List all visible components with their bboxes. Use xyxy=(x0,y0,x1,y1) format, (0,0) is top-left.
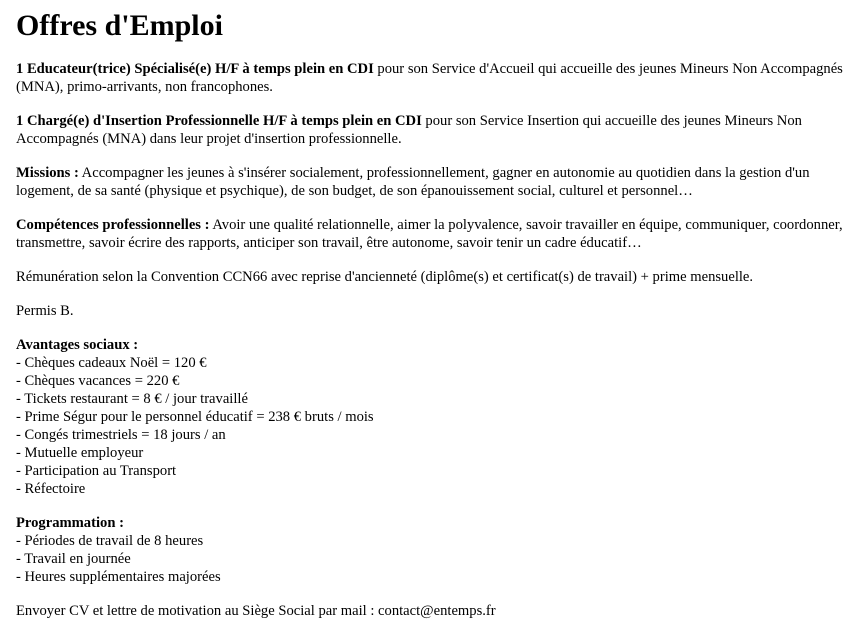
offer-educateur-title: 1 Educateur(trice) Spécialisé(e) H/F à temps plein en CDI xyxy=(16,61,374,77)
avantages-label: Avantages sociaux : xyxy=(16,337,139,353)
programmation-section xyxy=(16,514,847,586)
missions-paragraph xyxy=(16,164,847,200)
list-item: - Travail en journée xyxy=(16,551,131,567)
offer-educateur-text: pour son Service d'Accueil qui accueille des jeunes Mineurs Non Accompagnés (MNA), primo-arrivants, non francophones. xyxy=(16,61,843,95)
offer-educateur xyxy=(16,60,847,96)
list-item: - Tickets restaurant = 8 € / jour travaillé xyxy=(16,391,248,407)
offer-charge-insertion xyxy=(16,112,847,148)
missions-label: Missions : xyxy=(16,165,79,181)
list-item: - Périodes de travail de 8 heures xyxy=(16,533,204,549)
list-item: - Prime Ségur pour le personnel éducatif = 238 € bruts / mois xyxy=(16,409,374,425)
list-item: - Participation au Transport xyxy=(16,463,177,479)
list-item: - Heures supplémentaires majorées xyxy=(16,569,221,585)
competences-text: Avoir une qualité relationnelle, aimer la polyvalence, savoir travailler en équipe, communiquer, coordonner, transmettre, savoir écrire des rapports, anticiper son travail, être autonome, savoir tenir un cadre éducatif… xyxy=(16,217,843,251)
competences-label: Compétences professionnelles : xyxy=(16,217,210,233)
remuneration-paragraph: Rémunération selon la Convention CCN66 avec reprise d'ancienneté (diplôme(s) et certificat(s) de travail) + prime mensuelle. xyxy=(16,269,754,285)
contact-paragraph: Envoyer CV et lettre de motivation au Siège Social par mail : contact@entemps.fr xyxy=(16,603,496,619)
offer-charge-insertion-text: pour son Service Insertion qui accueille des jeunes Mineurs Non Accompagnés (MNA) dans leur projet d'insertion professionnelle. xyxy=(16,113,802,147)
list-item: - Congés trimestriels = 18 jours / an xyxy=(16,427,226,443)
programmation-label: Programmation : xyxy=(16,515,124,531)
page-title: Offres d'Emploi xyxy=(16,9,223,42)
missions-text: Accompagner les jeunes à s'insérer socialement, professionnellement, gagner en autonomie au quotidien dans la gestion d'un logement, de sa santé (physique et psychique), de son budget, de son épanouissement social, culturel et personnel… xyxy=(16,165,810,199)
list-item: - Chèques vacances = 220 € xyxy=(16,373,180,389)
list-item: - Chèques cadeaux Noël = 120 € xyxy=(16,355,207,371)
programmation-list xyxy=(16,532,847,586)
offer-charge-insertion-title: 1 Chargé(e) d'Insertion Professionnelle H/F à temps plein en CDI xyxy=(16,113,422,129)
avantages-section xyxy=(16,336,847,498)
competences-paragraph xyxy=(16,216,847,252)
avantages-list xyxy=(16,354,847,498)
list-item: - Mutuelle employeur xyxy=(16,445,144,461)
permis-paragraph: Permis B. xyxy=(16,303,74,319)
list-item: - Réfectoire xyxy=(16,481,86,497)
